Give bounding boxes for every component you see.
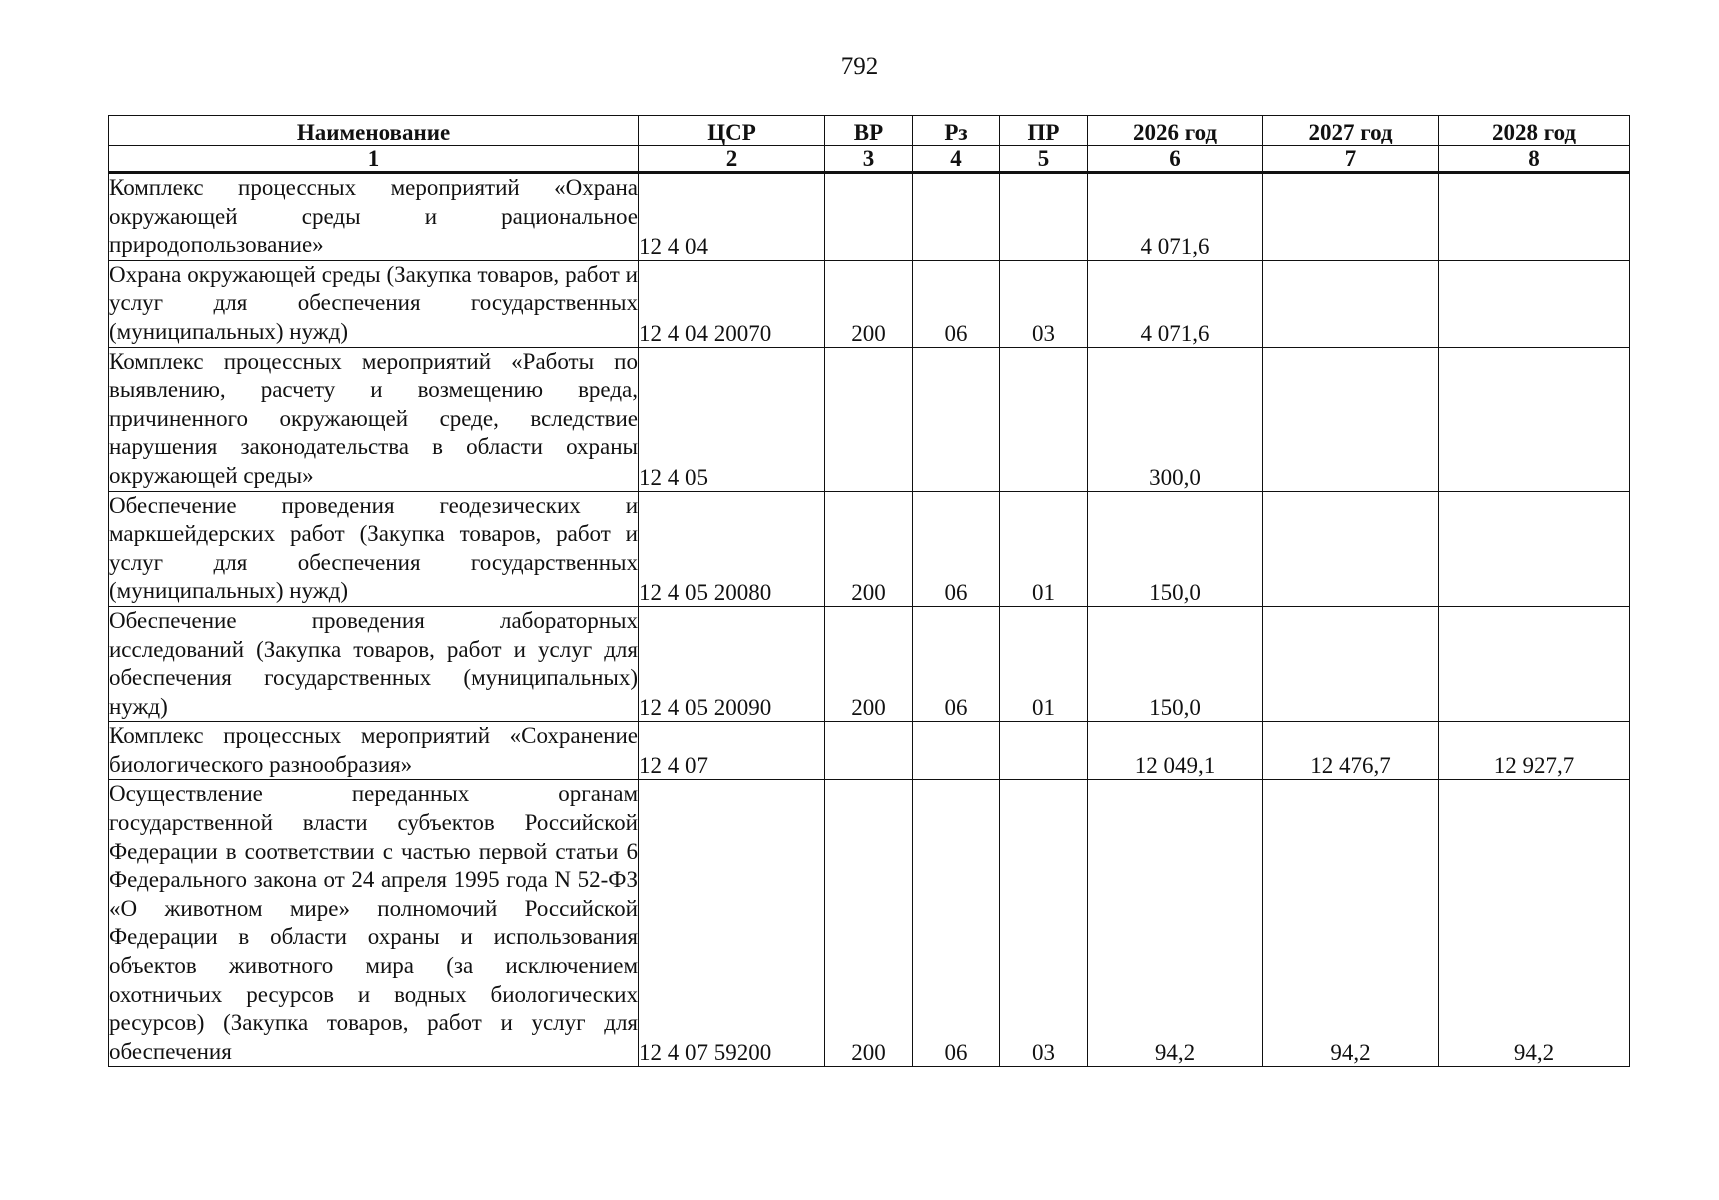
- row-vr: 200: [825, 780, 913, 1067]
- row-rz: [913, 347, 1000, 491]
- row-name: Осуществление переданных органам государственной власти субъектов Российской Федерации в соответствии с частью первой статьи 6 Федерального закона от 24 апреля 1995 года N 52-ФЗ «О животном мире» полномочий Российской Федерации в области охраны и использования объектов животного мира (за исключением охотничьих ресурсов и водных биологических ресурсов) (Закупка товаров, работ и услуг для обеспечения: [109, 780, 639, 1067]
- table-row: [109, 722, 1630, 780]
- row-csr: 12 4 04: [639, 173, 825, 261]
- table-row: [109, 491, 1630, 606]
- row-pr: [1000, 722, 1088, 780]
- row-pr: 03: [1000, 260, 1088, 347]
- row-amount-2028: [1439, 491, 1630, 606]
- table-row: [109, 173, 1630, 261]
- row-amount-2026: 150,0: [1088, 491, 1263, 606]
- row-amount-2027: [1263, 606, 1439, 721]
- row-name: Комплекс процессных мероприятий «Охрана окружающей среды и рациональное природопользование»: [109, 173, 639, 261]
- row-csr: 12 4 07: [639, 722, 825, 780]
- row-pr: 01: [1000, 491, 1088, 606]
- row-amount-2028: 94,2: [1439, 780, 1630, 1067]
- row-csr: 12 4 04 20070: [639, 260, 825, 347]
- table-row: [109, 606, 1630, 721]
- header-pr: ПР: [1000, 116, 1088, 146]
- column-number: 8: [1439, 146, 1630, 173]
- column-number: 5: [1000, 146, 1088, 173]
- column-number: 2: [639, 146, 825, 173]
- column-number-row: [109, 146, 1630, 173]
- header-name: Наименование: [109, 116, 639, 146]
- row-amount-2028: [1439, 260, 1630, 347]
- row-amount-2027: 94,2: [1263, 780, 1439, 1067]
- row-amount-2027: [1263, 491, 1439, 606]
- row-amount-2026: 94,2: [1088, 780, 1263, 1067]
- row-rz: [913, 173, 1000, 261]
- row-amount-2027: [1263, 260, 1439, 347]
- row-vr: 200: [825, 260, 913, 347]
- table-row: [109, 780, 1630, 1067]
- row-csr: 12 4 05: [639, 347, 825, 491]
- row-amount-2027: [1263, 173, 1439, 261]
- row-name: Комплекс процессных мероприятий «Сохранение биологического разнообразия»: [109, 722, 639, 780]
- row-rz: [913, 722, 1000, 780]
- table-header: [109, 116, 1630, 173]
- row-csr: 12 4 05 20090: [639, 606, 825, 721]
- budget-table: [108, 115, 1630, 1067]
- row-name: Охрана окружающей среды (Закупка товаров, работ и услуг для обеспечения государственных (муниципальных) нужд): [109, 260, 639, 347]
- row-amount-2027: [1263, 347, 1439, 491]
- row-pr: [1000, 173, 1088, 261]
- header-row: [109, 116, 1630, 146]
- header-2028: 2028 год: [1439, 116, 1630, 146]
- row-pr: [1000, 347, 1088, 491]
- row-amount-2028: [1439, 173, 1630, 261]
- column-number: 6: [1088, 146, 1263, 173]
- row-name: Обеспечение проведения лабораторных исследований (Закупка товаров, работ и услуг для обеспечения государственных (муниципальных) нужд): [109, 606, 639, 721]
- header-2027: 2027 год: [1263, 116, 1439, 146]
- column-number: 4: [913, 146, 1000, 173]
- row-vr: 200: [825, 491, 913, 606]
- row-rz: 06: [913, 606, 1000, 721]
- page-number: 792: [840, 53, 879, 80]
- header-csr: ЦСР: [639, 116, 825, 146]
- row-amount-2026: 4 071,6: [1088, 260, 1263, 347]
- row-vr: [825, 173, 913, 261]
- row-rz: 06: [913, 491, 1000, 606]
- row-csr: 12 4 07 59200: [639, 780, 825, 1067]
- table-row: [109, 347, 1630, 491]
- table-row: [109, 260, 1630, 347]
- row-vr: 200: [825, 606, 913, 721]
- column-number: 1: [109, 146, 639, 173]
- header-vr: ВР: [825, 116, 913, 146]
- row-amount-2028: [1439, 606, 1630, 721]
- row-amount-2026: 12 049,1: [1088, 722, 1263, 780]
- row-vr: [825, 722, 913, 780]
- row-name: Комплекс процессных мероприятий «Работы по выявлению, расчету и возмещению вреда, причиненного окружающей среде, вследствие нарушения законодательства в области охраны окружающей среды»: [109, 347, 639, 491]
- header-2026: 2026 год: [1088, 116, 1263, 146]
- row-amount-2027: 12 476,7: [1263, 722, 1439, 780]
- row-amount-2026: 4 071,6: [1088, 173, 1263, 261]
- row-name: Обеспечение проведения геодезических и маркшейдерских работ (Закупка товаров, работ и услуг для обеспечения государственных (муниципальных) нужд): [109, 491, 639, 606]
- row-amount-2026: 300,0: [1088, 347, 1263, 491]
- row-amount-2028: [1439, 347, 1630, 491]
- row-vr: [825, 347, 913, 491]
- column-number: 3: [825, 146, 913, 173]
- row-rz: 06: [913, 260, 1000, 347]
- row-amount-2026: 150,0: [1088, 606, 1263, 721]
- header-rz: Рз: [913, 116, 1000, 146]
- row-amount-2028: 12 927,7: [1439, 722, 1630, 780]
- row-pr: 03: [1000, 780, 1088, 1067]
- row-pr: 01: [1000, 606, 1088, 721]
- column-number: 7: [1263, 146, 1439, 173]
- row-csr: 12 4 05 20080: [639, 491, 825, 606]
- table-body: [109, 173, 1630, 1067]
- row-rz: 06: [913, 780, 1000, 1067]
